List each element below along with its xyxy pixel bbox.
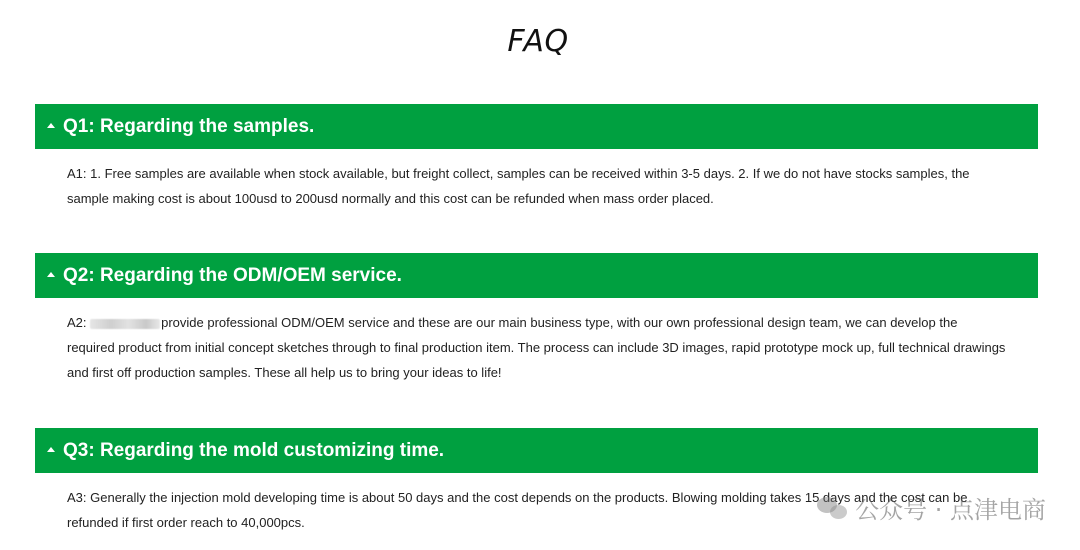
watermark (817, 490, 1046, 525)
faq-question-text: Q3: Regarding the mold customizing time. (63, 439, 445, 461)
redacted-company-name (90, 319, 160, 329)
faq-question-text: Q1: Regarding the samples. (63, 115, 315, 137)
faq-answer (35, 310, 1038, 385)
caret-up-icon (47, 272, 55, 277)
faq-answer-prefix: A2: (67, 315, 91, 330)
wechat-icon (817, 495, 849, 521)
faq-question-bar[interactable] (35, 428, 1038, 473)
faq-answer-text: A1: 1. Free samples are available when stock available, but freight collect, samples can be received within 3-5 days. 2. If we do not have stocks samples, the sample making cost is about 100usd to 200usd normally and this cost can be refunded when mass order placed. (67, 166, 970, 206)
faq-item-q2 (35, 253, 1038, 385)
faq-question-text: Q2: Regarding the ODM/OEM service. (63, 264, 402, 286)
faq-answer-text: A3: Generally the injection mold developing time is about 50 days and the cost depends on the products. Blowing molding takes 15 days and the cost can be refunded if first order reach to 40,000pcs. (67, 490, 968, 530)
faq-question-bar[interactable] (35, 104, 1038, 149)
faq-answer-text: provide professional ODM/OEM service and these are our main business type, with our own professional design team, we can develop the required product from initial concept sketches through to final production item. The process can include 3D images, rapid prototype mock up, full technical drawings and first off production samples. These all help us to bring your ideas to life! (67, 315, 1006, 380)
page-title: FAQ (507, 24, 569, 59)
caret-up-icon (47, 447, 55, 452)
caret-up-icon (47, 123, 55, 128)
faq-item-q1 (35, 104, 1038, 211)
watermark-text: 公众号 · 点津电商 (855, 496, 1046, 524)
faq-question-bar[interactable] (35, 253, 1038, 298)
